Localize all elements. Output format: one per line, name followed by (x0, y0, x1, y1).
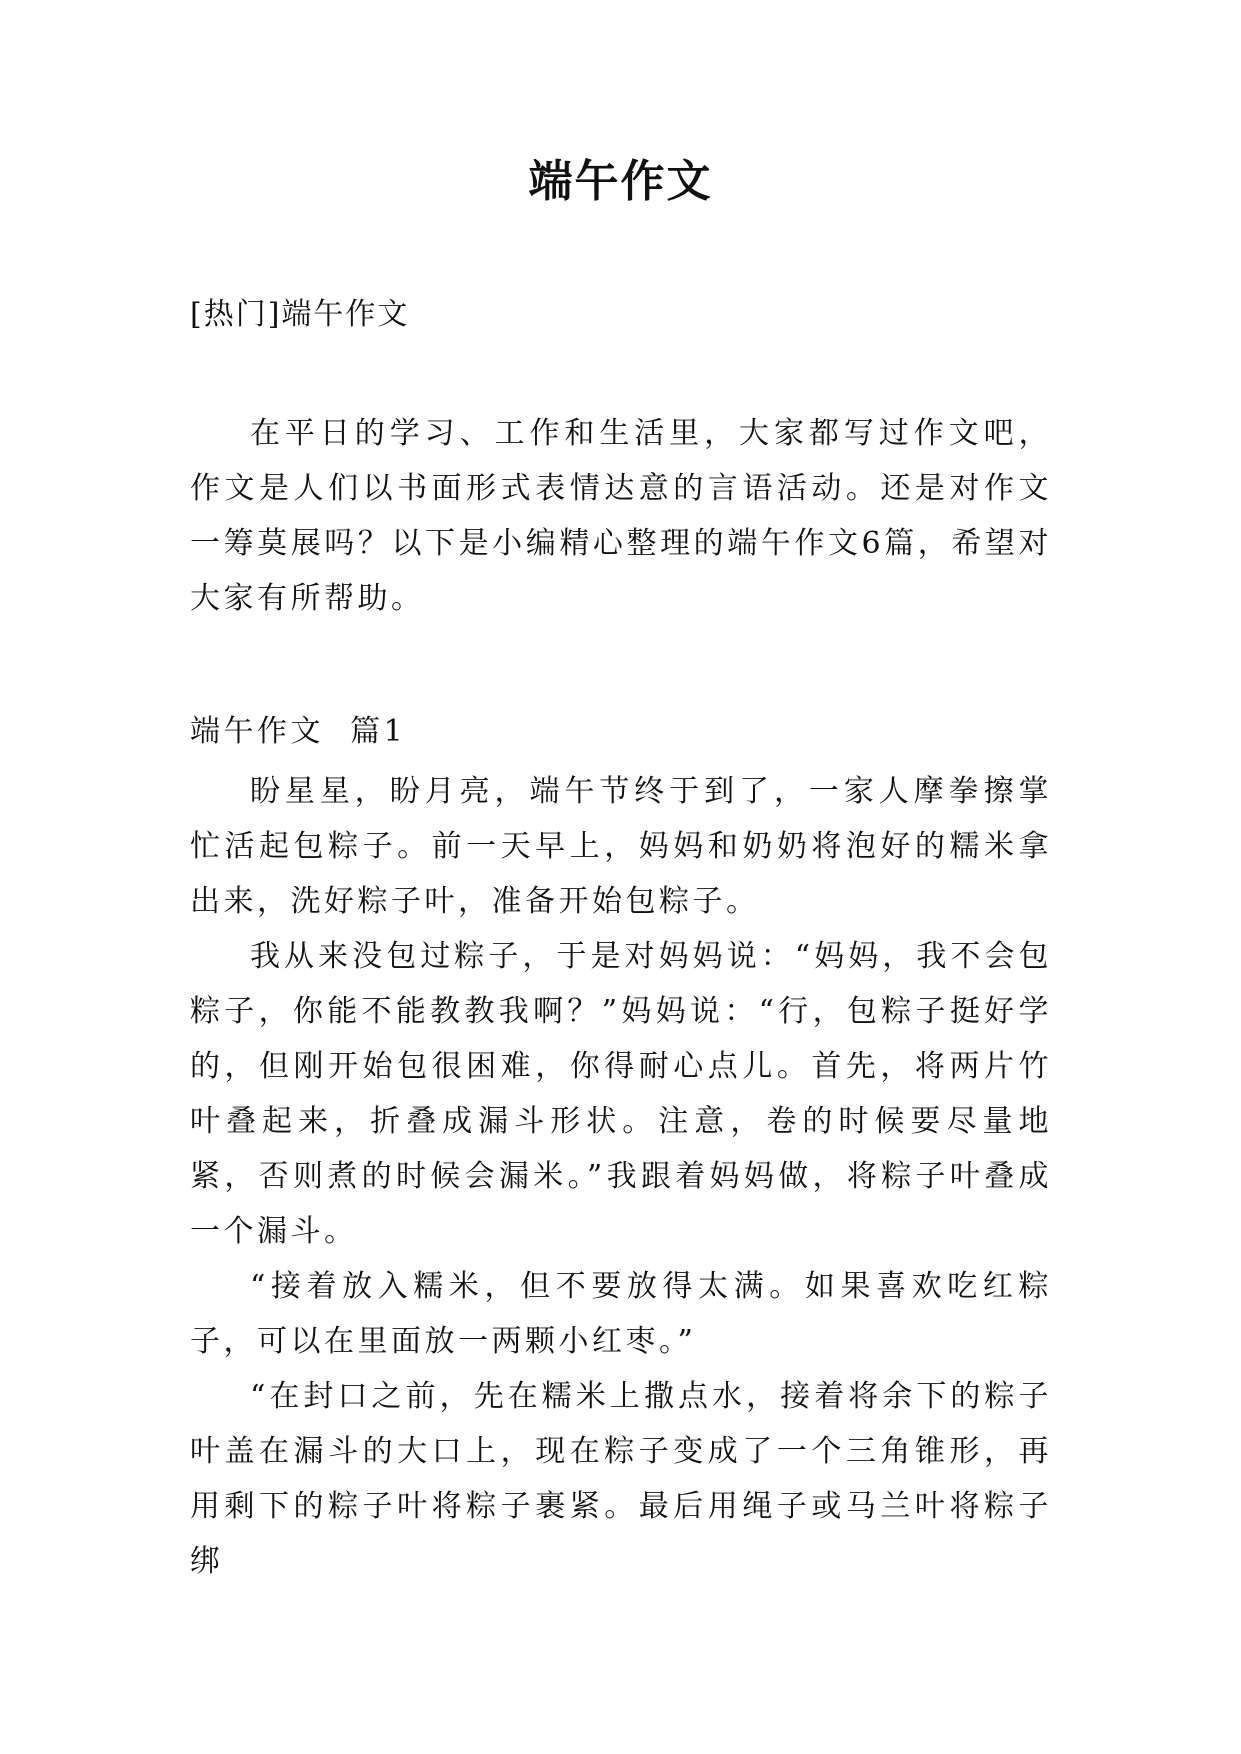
intro-block (190, 406, 1052, 626)
body-paragraph: 我从来没包过粽子，于是对妈妈说：“妈妈，我不会包粽子，你能不能教教我啊？”妈妈说：“行，包粽子挺好学的，但刚开始包很困难，你得耐心点儿。首先，将两片竹叶叠起来，折叠成漏斗形状。注意，卷的时候要尽量地紧，否则煮的时候会漏米。”我跟着妈妈做，将粽子叶叠成一个漏斗。 (190, 939, 1052, 1249)
document-title: 端午作文 (528, 156, 713, 207)
intro-paragraph: 在平日的学习、工作和生活里，大家都写过作文吧，作文是人们以书面形式表情达意的言语活动。还是对作文一筹莫展吗？以下是小编精心整理的端午作文6篇，希望对大家有所帮助。 (190, 416, 1052, 616)
article-block (190, 704, 1052, 1589)
body-paragraph: “在封口之前，先在糯米上撒点水，接着将余下的粽子叶盖在漏斗的大口上，现在粽子变成了一个三角锥形，再用剩下的粽子叶将粽子裹紧。最后用绳子或马兰叶将粽子绑 (190, 1379, 1052, 1579)
section-heading: 端午作文 篇1 (190, 714, 407, 749)
body-paragraph: “接着放入糯米，但不要放得太满。如果喜欢吃红粽子，可以在里面放一两颗小红枣。” (190, 1269, 1052, 1359)
document-subtitle: [热门]端午作文 (190, 297, 410, 332)
body-paragraph: 盼星星，盼月亮，端午节终于到了，一家人摩拳擦掌忙活起包粽子。前一天早上，妈妈和奶奶将泡好的糯米拿出来，洗好粽子叶，准备开始包粽子。 (190, 774, 1052, 919)
